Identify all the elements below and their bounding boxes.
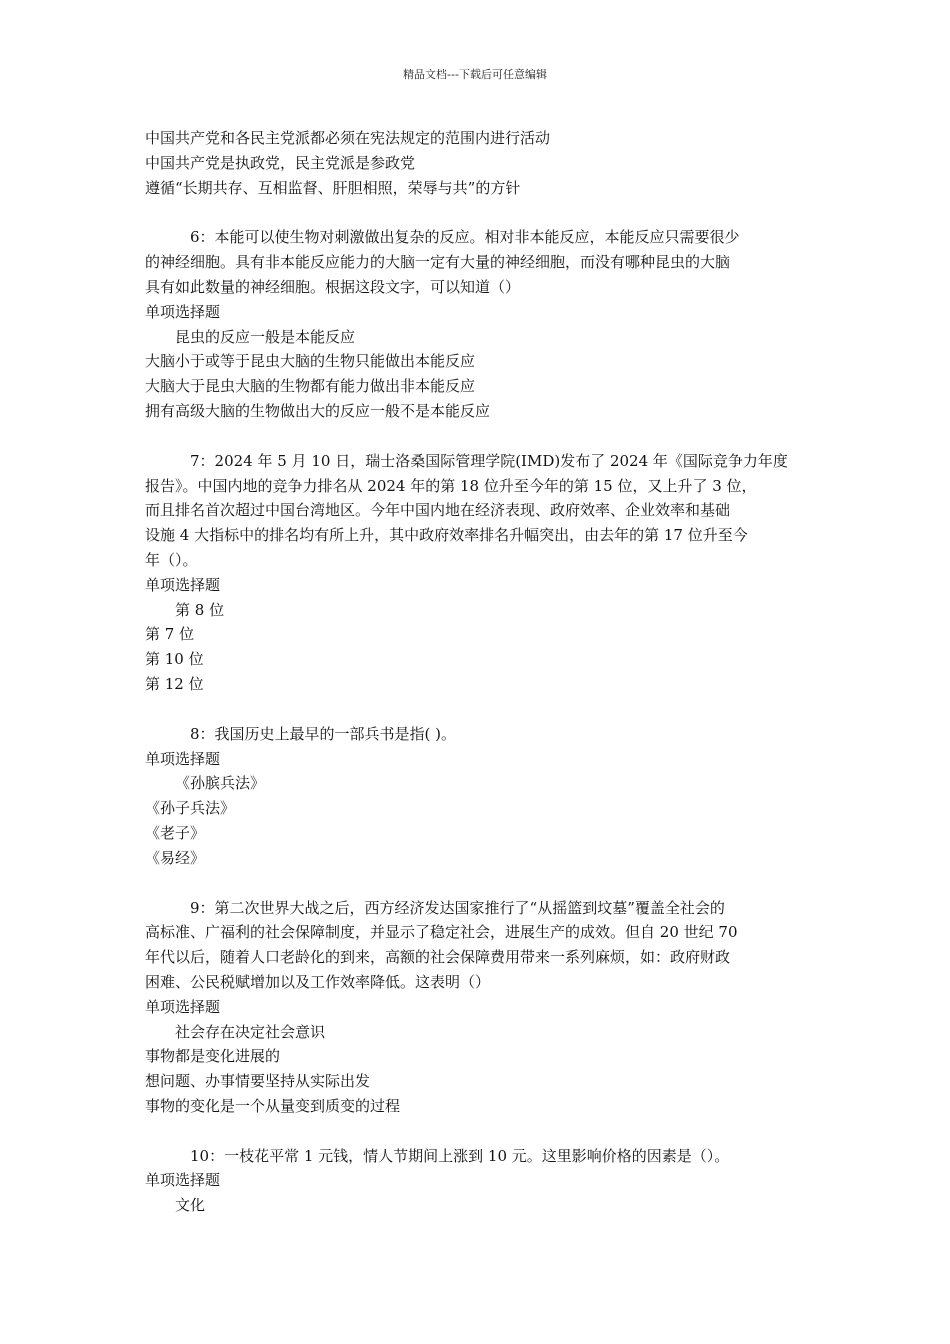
- question-type-label: 单项选择题: [145, 575, 221, 594]
- question-stem-line: 年代以后，随着人口老龄化的到来，高额的社会保障费用带来一系列麻烦，如：政府财政: [145, 948, 731, 967]
- question-stem-line: 8：我国历史上最早的一部兵书是指( )。: [190, 724, 457, 743]
- option-text: 大脑大于昆虫大脑的生物都有能力做出非本能反应: [145, 377, 476, 396]
- option-text: 大脑小于或等于昆虫大脑的生物只能做出本能反应: [145, 352, 476, 371]
- option-text: 第 10 位: [145, 650, 204, 669]
- question-stem-line: 设施 4 大指标中的排名均有所上升，其中政府效率排名升幅突出，由去年的第 17 位升至今: [145, 526, 748, 545]
- option-text: 第 7 位: [145, 625, 195, 644]
- question-stem-line: 高标准、广福利的社会保障制度，并显示了稳定社会，进展生产的成效。但自 20 世纪 70: [145, 923, 738, 942]
- question-6: [145, 225, 815, 423]
- option-text: 想问题、办事情要坚持从实际出发: [145, 1072, 371, 1091]
- page-header: 精品文档---下载后可任意编辑: [403, 68, 547, 81]
- question-9: [145, 896, 815, 1119]
- question-stem-line: 的神经细胞。具有非本能反应能力的大脑一定有大量的神经细胞，而没有哪种昆虫的大脑: [145, 253, 731, 272]
- question-stem-line: 年（）。: [145, 550, 198, 569]
- option-text: 拥有高级大脑的生物做出大的反应一般不是本能反应: [145, 401, 491, 420]
- option-text: 第 12 位: [145, 674, 204, 693]
- question-stem-line: 6：本能可以使生物对刺激做出复杂的反应。相对非本能反应，本能反应只需要很少: [190, 228, 740, 247]
- option-text: 《易经》: [145, 848, 206, 867]
- question-type-label: 单项选择题: [145, 1171, 221, 1190]
- option-text: 事物都是变化进展的: [145, 1047, 281, 1066]
- document-body: [145, 126, 815, 1218]
- question-8: [145, 722, 815, 871]
- question-stem-line: 困难、公民税赋增加以及工作效率降低。这表明（）: [145, 972, 491, 991]
- question-stem-line: 10：一枝花平常 1 元钱，情人节期间上涨到 10 元。这里影响价格的因素是（）。: [190, 1146, 730, 1165]
- option-text: 事物的变化是一个从量变到质变的过程: [145, 1096, 401, 1115]
- option-text: 《孙子兵法》: [145, 799, 236, 818]
- option-text: 中国共产党和各民主党派都必须在宪法规定的范围内进行活动: [145, 129, 551, 147]
- question-7: [145, 449, 815, 697]
- option-text: 社会存在决定社会意识: [175, 1022, 326, 1041]
- option-text: 昆虫的反应一般是本能反应: [175, 327, 356, 346]
- question-stem-line: 具有如此数量的神经细胞。根据这段文字，可以知道（）: [145, 277, 521, 296]
- question-type-label: 单项选择题: [145, 749, 221, 768]
- option-text: 《孙膑兵法》: [175, 774, 266, 793]
- option-text: 中国共产党是执政党，民主党派是参政党: [145, 153, 416, 172]
- option-text: 《老子》: [145, 823, 206, 842]
- question-type-label: 单项选择题: [145, 997, 221, 1016]
- question-stem-line: 7：2024 年 5 月 10 日，瑞士洛桑国际管理学院(IMD)发布了 2024 年《国际竞争力年度: [190, 451, 788, 470]
- question-10: [145, 1144, 815, 1218]
- option-text: 遵循“长期共存、互相监督、肝胆相照，荣辱与共”的方针: [145, 178, 521, 197]
- question-stem-line: 报告》。中国内地的竞争力排名从 2024 年的第 18 位升至今年的第 15 位，又上升了 3 位，: [145, 476, 757, 495]
- option-text: 文化: [175, 1196, 206, 1215]
- question-stem-line: 9：第二次世界大战之后，西方经济发达国家推行了“从摇篮到坟墓”覆盖全社会的: [190, 898, 725, 917]
- question-type-label: 单项选择题: [145, 302, 221, 321]
- option-text: 第 8 位: [175, 600, 225, 619]
- question-stem-line: 而且排名首次超过中国台湾地区。今年中国内地在经济表现、政府效率、企业效率和基础: [145, 501, 731, 520]
